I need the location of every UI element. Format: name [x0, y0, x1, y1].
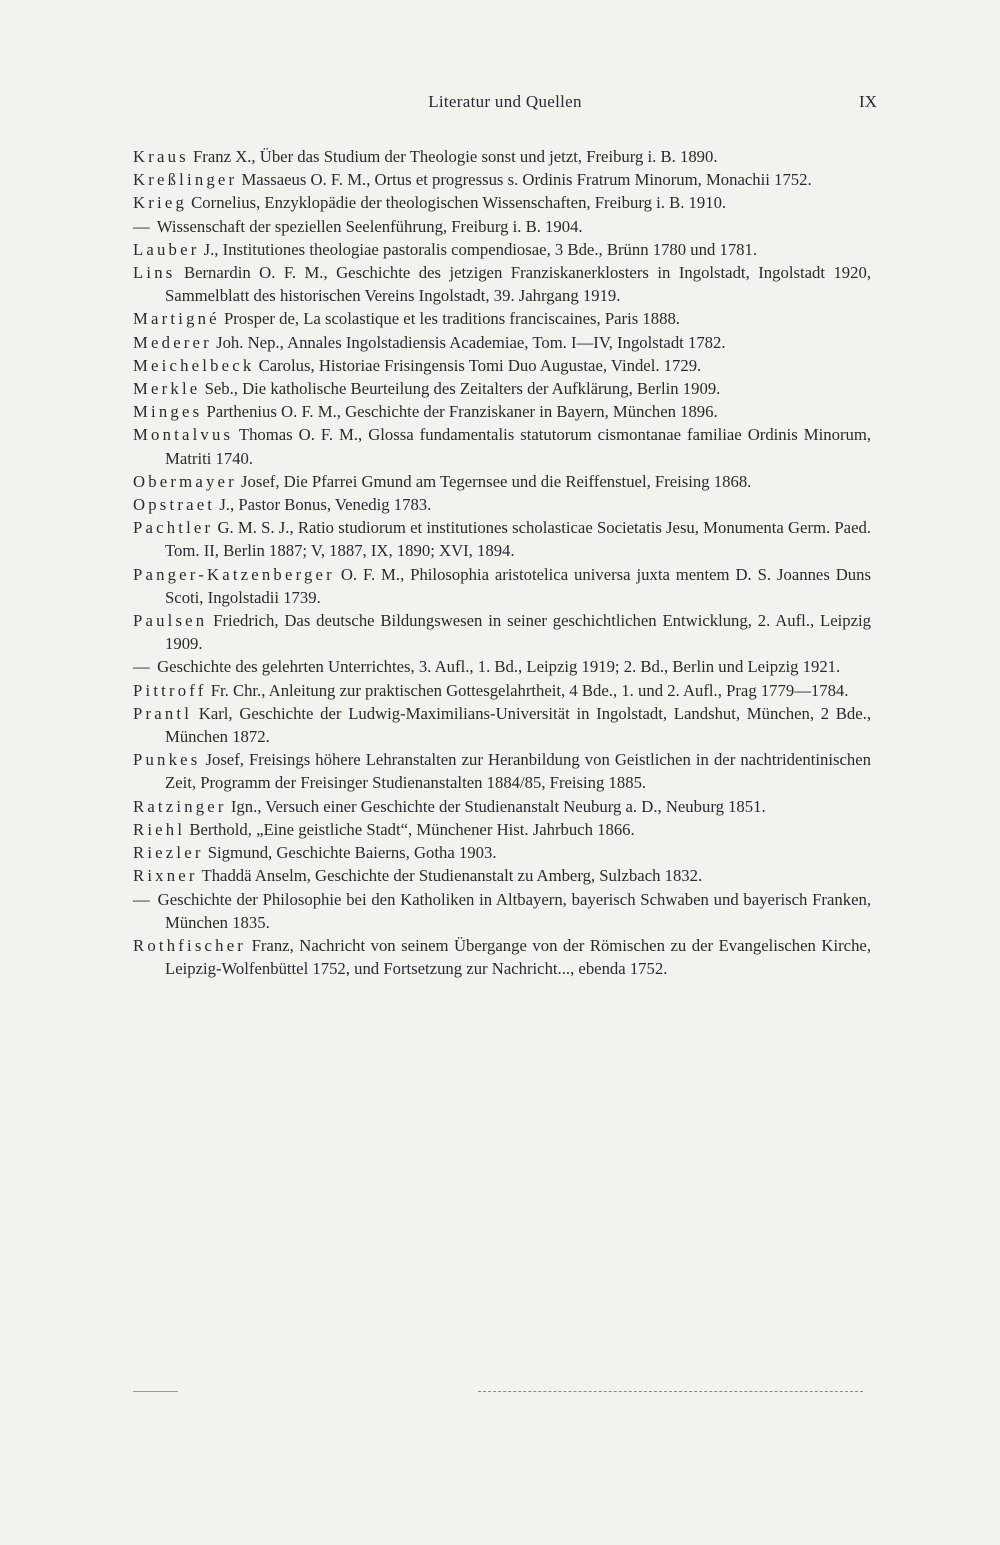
bibliography-entry [133, 655, 871, 678]
bibliography-entry [133, 795, 871, 818]
entry-author: — [133, 657, 153, 677]
bibliography-entry [133, 377, 871, 400]
entry-author: Meichelbeck [133, 355, 255, 375]
bibliography-entry [133, 307, 871, 330]
page-number: IX [859, 92, 877, 111]
bibliography-entry [133, 423, 871, 469]
bibliography-entry [133, 191, 871, 214]
entry-author: Rothfischer [133, 935, 247, 955]
entry-text: Karl, Geschichte der Ludwig-Maximilians-Universität in Ingolstadt, Landshut, München, 2 Bde., München 1872. [165, 703, 871, 747]
bibliography-entry [133, 145, 871, 168]
entry-text: Franz, Nachricht von seinem Übergange von der Römischen zu der Evangelischen Kirche, Leipzig-Wolfenbüttel 1752, und Fortsetzung zur Nachricht..., ebenda 1752. [165, 935, 871, 979]
entry-text: Prosper de, La scolastique et les traditions franciscaines, Paris 1888. [219, 309, 680, 329]
entry-text: Massaeus O. F. M., Ortus et progressus s. Ordinis Fratrum Minorum, Monachii 1752. [237, 170, 812, 190]
bibliography-entry [133, 215, 871, 238]
entry-author: Kreßlinger [133, 170, 238, 190]
entry-text: Josef, Die Pfarrei Gmund am Tegernsee und die Reiffenstuel, Freising 1868. [236, 471, 752, 491]
entry-text: Carolus, Historiae Frisingensis Tomi Duo Augustae, Vindel. 1729. [254, 355, 702, 375]
entry-text: Seb., Die katholische Beurteilung des Zeitalters der Aufklärung, Berlin 1909. [200, 379, 721, 399]
footer-rule-left [133, 1391, 178, 1392]
entry-author: — [133, 216, 153, 236]
bibliography-entry [133, 748, 871, 794]
bibliography-entry [133, 331, 871, 354]
entry-text: Wissenschaft der speziellen Seelenführung, Freiburg i. B. 1904. [152, 216, 583, 236]
bibliography-entry [133, 864, 871, 887]
entry-text: Sigmund, Geschichte Baierns, Gotha 1903. [203, 843, 497, 863]
entry-text: J., Institutiones theologiae pastoralis compendiosae, 3 Bde., Brünn 1780 und 1781. [199, 239, 758, 259]
bibliography-entry [133, 354, 871, 377]
entry-text: Berthold, „Eine geistliche Stadt“, Münchener Hist. Jahrbuch 1866. [185, 819, 635, 839]
entry-text: Thaddä Anselm, Geschichte der Studienanstalt zu Amberg, Sulzbach 1832. [197, 866, 703, 886]
entry-author: Lauber [133, 239, 200, 259]
bibliography-entry [133, 261, 871, 307]
entry-text: Joh. Nep., Annales Ingolstadiensis Academiae, Tom. I—IV, Ingolstadt 1782. [211, 332, 726, 352]
bibliography-entry [133, 516, 871, 562]
entry-text: Bernardin O. F. M., Geschichte des jetzigen Franziskanerklosters in Ingolstadt, Ingolstadt 1920, Sammelblatt des historischen Vereins Ingolstadt, 39. Jahrgang 1919. [165, 263, 871, 306]
entry-text: G. M. S. J., Ratio studiorum et institutiones scholasticae Societatis Jesu, Monumenta Germ. Paed. Tom. II, Berlin 1887; V, 1887, IX, 1890; XVI, 1894. [165, 518, 871, 561]
entry-text: Josef, Freisings höhere Lehranstalten zur Heranbildung von Geistlichen in der nachtridentinischen Zeit, Programm der Freisinger Studienanstalten 1884/85, Freising 1885. [165, 750, 871, 793]
entry-text: Friedrich, Das deutsche Bildungswesen in seiner geschichtlichen Entwicklung, 2. Aufl., Leipzig 1909. [165, 611, 871, 654]
bibliography-entry [133, 888, 871, 934]
entry-author: Kraus [133, 147, 189, 166]
entry-author: Lins [133, 263, 176, 283]
entry-author: Rixner [133, 866, 198, 886]
bibliography-entry [133, 400, 871, 423]
entry-author: Martigné [133, 309, 220, 329]
footer-rule-right [478, 1391, 863, 1392]
running-title: Literatur und Quellen [428, 92, 582, 111]
entry-author: Krieg [133, 193, 187, 213]
entry-text: Thomas O. F. M., Glossa fundamentalis statutorum cismontanae familiae Ordinis Minorum, Matriti 1740. [165, 425, 871, 468]
entry-author: Ratzinger [133, 796, 227, 816]
bibliography-entry [133, 702, 871, 748]
page-header [133, 92, 877, 118]
entry-text: J., Pastor Bonus, Venedig 1783. [215, 495, 432, 515]
entry-author: Merkle [133, 379, 201, 399]
entry-text: Ign., Versuch einer Geschichte der Studienanstalt Neuburg a. D., Neuburg 1851. [226, 796, 766, 816]
entry-text: Franz X., Über das Studium der Theologie sonst und jetzt, Freiburg i. B. 1890. [188, 147, 718, 166]
bibliography-entry [133, 934, 871, 980]
entry-author: Panger-Katzenberger [133, 564, 335, 584]
entry-author: Riehl [133, 819, 186, 839]
entry-text: Geschichte des gelehrten Unterrichtes, 3. Aufl., 1. Bd., Leipzig 1919; 2. Bd., Berlin und Leipzig 1921. [152, 657, 841, 677]
entry-text: Geschichte der Philosophie bei den Katholiken in Altbayern, bayerisch Schwaben und bayerisch Franken, München 1835. [152, 889, 871, 932]
entry-text: O. F. M., Philosophia aristotelica universa juxta mentem D. S. Joannes Duns Scoti, Ingolstadii 1739. [165, 564, 871, 607]
bibliography-entry [133, 679, 871, 702]
entry-author: Pittroff [133, 680, 207, 700]
entry-text: Cornelius, Enzyklopädie der theologischen Wissenschaften, Freiburg i. B. 1910. [187, 193, 727, 213]
bibliography-entry [133, 609, 871, 655]
bibliography-entry [133, 168, 871, 191]
entry-author: Paulsen [133, 611, 208, 631]
entry-author: Pachtler [133, 518, 214, 538]
entry-author: Opstraet [133, 495, 216, 515]
entry-author: Mederer [133, 332, 212, 352]
bibliography-entry [133, 818, 871, 841]
entry-author: Obermayer [133, 471, 237, 491]
entry-author: Punkes [133, 750, 201, 770]
entry-text: Fr. Chr., Anleitung zur praktischen Gottesgelahrtheit, 4 Bde., 1. und 2. Aufl., Prag 1779—1784. [206, 680, 849, 700]
bibliography-entry [133, 470, 871, 493]
bibliography-entry [133, 841, 871, 864]
entry-author: Montalvus [133, 425, 234, 445]
entry-author: Prantl [133, 703, 193, 723]
entry-author: — [133, 889, 153, 909]
bibliography-list [133, 145, 871, 980]
entry-author: Minges [133, 402, 203, 422]
entry-text: Parthenius O. F. M., Geschichte der Franziskaner in Bayern, München 1896. [202, 402, 718, 422]
bibliography-entry [133, 563, 871, 609]
bibliography-entry [133, 238, 871, 261]
bibliography-entry [133, 493, 871, 516]
entry-author: Riezler [133, 843, 204, 863]
